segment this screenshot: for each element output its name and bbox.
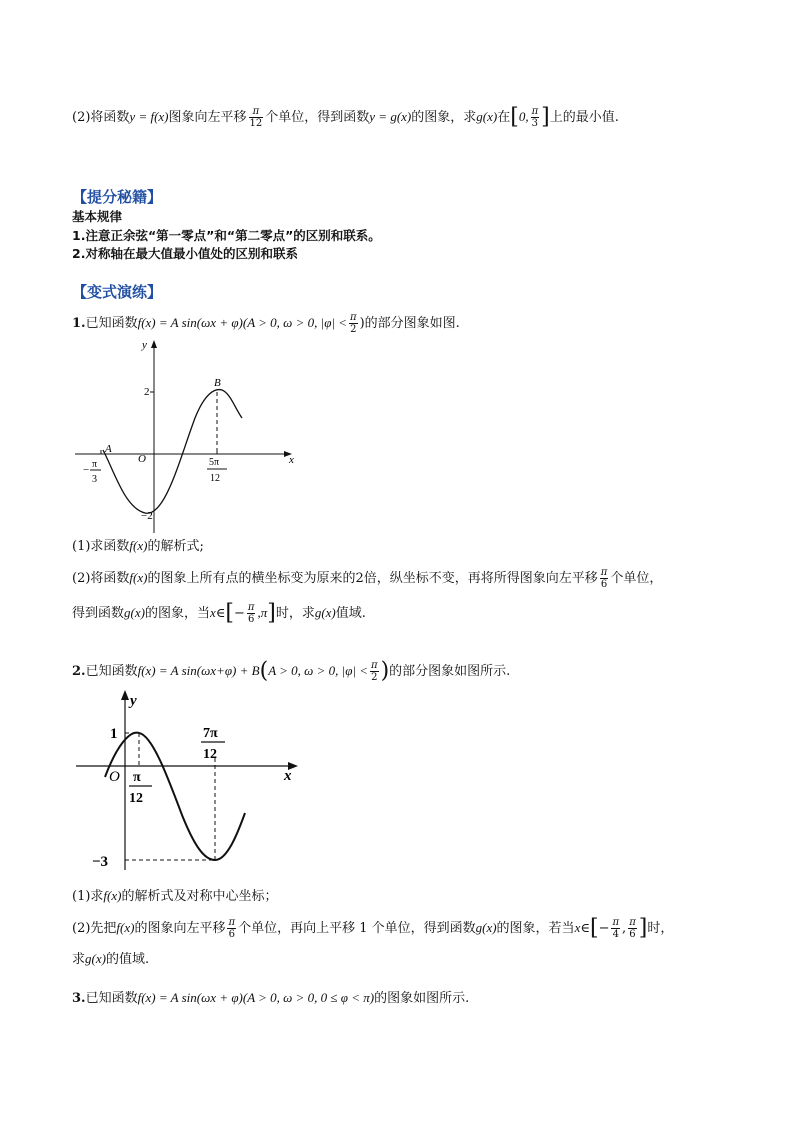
graph-1 xyxy=(70,338,310,538)
text: 已知函数 xyxy=(85,664,138,679)
bracket: ] xyxy=(267,600,276,626)
fraction: $\frac{\pi}{2}$ xyxy=(370,660,378,683)
fraction: $\frac{\pi}{6}$ xyxy=(228,917,236,940)
x2-den: 12 xyxy=(203,747,217,762)
x-right-num: 5π xyxy=(209,457,220,468)
formula: f(x) = A sin(ωx + φ)(A > 0, ω > 0, 0 ≤ φ < π) xyxy=(137,990,375,1005)
bracket: [ xyxy=(225,600,234,626)
fraction: $\frac{\pi}{6}$ xyxy=(629,917,636,940)
text: (2)将函数 xyxy=(72,571,130,586)
sine-curve xyxy=(103,390,242,514)
formula: g(x) xyxy=(124,605,145,620)
bracket: ( xyxy=(259,658,269,684)
formula: ,π xyxy=(257,605,268,620)
x1-num: π xyxy=(133,770,141,785)
problem-1-q1 xyxy=(72,537,204,556)
text: 时， xyxy=(647,921,674,936)
y-axis-arrow xyxy=(151,340,157,348)
text: 图象向左平移 xyxy=(168,110,247,125)
text: (1)求函数 xyxy=(72,539,130,554)
text: 个单位，再向上平移 1 个单位，得到函数 xyxy=(238,921,476,936)
tips-item-2: 2.对称轴在最大值最小值处的区别和联系 xyxy=(72,246,298,261)
text: 值域. xyxy=(335,606,366,621)
practice-title: 【变式演练】 xyxy=(72,283,163,301)
text: (2)将函数 xyxy=(72,110,130,125)
text: 时，求 xyxy=(275,606,315,621)
y-label: y xyxy=(142,339,147,351)
formula: f(x) xyxy=(116,920,135,935)
x-left-den: 3 xyxy=(92,474,97,485)
formula: f(x) = A sin(ωx + φ)(A > 0, ω > 0, |φ| < xyxy=(137,315,347,330)
text: 的图象向左平移 xyxy=(134,921,226,936)
problem-2-q2-line1: (2)先把f(x)的图象向左平移 $\frac{\pi}{6}$ 个单位，再向上平移 1 个单位，得到函数g(x)的图象，若当x∈[− $\frac{\pi}{4}$ , $\frac{\pi}{6}$ ]时， xyxy=(72,915,674,941)
x-right-den: 12 xyxy=(210,473,220,484)
text: 上的最小值. xyxy=(549,110,619,125)
tips-subtitle: 基本规律 xyxy=(72,209,123,224)
fraction: $\frac{\pi}{3}$ xyxy=(531,106,539,129)
fraction: $\frac{\pi}{6}$ xyxy=(600,567,608,590)
formula: g(x) xyxy=(314,605,336,620)
text: (2)先把 xyxy=(72,921,117,936)
bracket: ] xyxy=(638,915,648,941)
tips-item-1: 1.注意正余弦“第一零点”和“第二零点”的区别和联系。 xyxy=(72,228,381,243)
problem-3-statement xyxy=(72,989,469,1008)
problem-2-q1 xyxy=(72,887,277,906)
formula: 0, xyxy=(518,109,529,124)
text: 个单位，得到函数 xyxy=(265,110,370,125)
problem-2-statement xyxy=(72,660,510,683)
origin-label: O xyxy=(138,453,146,465)
y-max-label: 1 xyxy=(110,726,118,742)
text: 已知函数 xyxy=(85,991,138,1006)
origin-label: O xyxy=(109,769,120,785)
x-left-num: π xyxy=(92,459,98,470)
formula: g(x) xyxy=(475,920,497,935)
bracket: [ xyxy=(510,104,519,130)
text: 的解析式及对称中心坐标； xyxy=(121,889,278,904)
y-min-label: −2 xyxy=(141,510,153,522)
text: 个单位， xyxy=(610,571,663,586)
text: 得到函数 xyxy=(72,606,125,621)
bracket: [ xyxy=(589,915,599,941)
sine-curve xyxy=(105,733,245,860)
text: − xyxy=(233,606,245,621)
fraction: $\frac{\pi}{6}$ xyxy=(247,602,255,625)
y-min-label: −3 xyxy=(92,854,109,870)
formula: g(x) xyxy=(476,109,498,124)
formula: y = f(x) xyxy=(129,109,169,124)
x-label: x xyxy=(284,768,292,784)
fraction: $\frac{\pi}{4}$ xyxy=(612,917,620,940)
text: 的图象，若当 xyxy=(496,921,575,936)
text: − xyxy=(598,921,610,936)
bracket: ) xyxy=(380,658,390,684)
point-a-label: A xyxy=(105,443,112,455)
formula: f(x) xyxy=(129,538,148,553)
y-max-label: 2 xyxy=(144,386,150,398)
formula: x∈ xyxy=(574,920,590,935)
problem-1-q2-line1 xyxy=(72,567,662,590)
formula: f(x) xyxy=(103,888,122,903)
text: 的图象上所有点的横坐标变为原来的2倍，纵坐标不变，再将所得图象向左平移 xyxy=(147,571,598,586)
formula: A > 0, ω > 0, |φ| < xyxy=(268,663,368,678)
graph-2 xyxy=(72,685,312,875)
formula: g(x) xyxy=(85,951,106,966)
fraction: $\frac{\pi}{2}$ xyxy=(350,312,357,335)
fraction: $\frac{\pi}{12}$ xyxy=(249,106,263,129)
text: 的部分图象如图所示. xyxy=(389,664,511,679)
x-label: x xyxy=(289,454,294,466)
y-axis-arrow xyxy=(121,690,129,700)
problem-number: 3. xyxy=(72,991,86,1006)
x1-den: 12 xyxy=(129,791,143,806)
text: 的图象，当 xyxy=(144,606,210,621)
text: (1)求 xyxy=(72,889,104,904)
text: 在 xyxy=(497,110,511,125)
formula: x∈ xyxy=(209,605,226,620)
x-left-sign: − xyxy=(83,464,90,476)
text: 的解析式; xyxy=(147,539,204,554)
tips-title: 【提分秘籍】 xyxy=(72,188,163,206)
point-b-label: B xyxy=(214,377,221,389)
x2-num: 7π xyxy=(203,726,218,741)
text: 的值域. xyxy=(105,952,150,967)
problem-2-q2-line2 xyxy=(72,950,149,969)
text: )的部分图象如图. xyxy=(359,316,460,331)
problem-number: 1. xyxy=(72,316,86,331)
formula: f(x) xyxy=(129,570,148,585)
problem-1-statement xyxy=(72,312,460,335)
formula: y = g(x) xyxy=(369,109,412,124)
problem-number: 2. xyxy=(72,664,86,679)
text: 的图象如图所示. xyxy=(374,991,470,1006)
problem-1-q2-line2 xyxy=(72,602,366,625)
text: 已知函数 xyxy=(85,316,138,331)
formula: f(x) = A sin(ωx+φ) + B xyxy=(137,663,260,678)
text: 求 xyxy=(72,952,86,967)
intro-question-2 xyxy=(72,106,619,129)
y-label: y xyxy=(130,693,137,709)
bracket: ] xyxy=(541,104,550,130)
text: 的图象，求 xyxy=(411,110,477,125)
